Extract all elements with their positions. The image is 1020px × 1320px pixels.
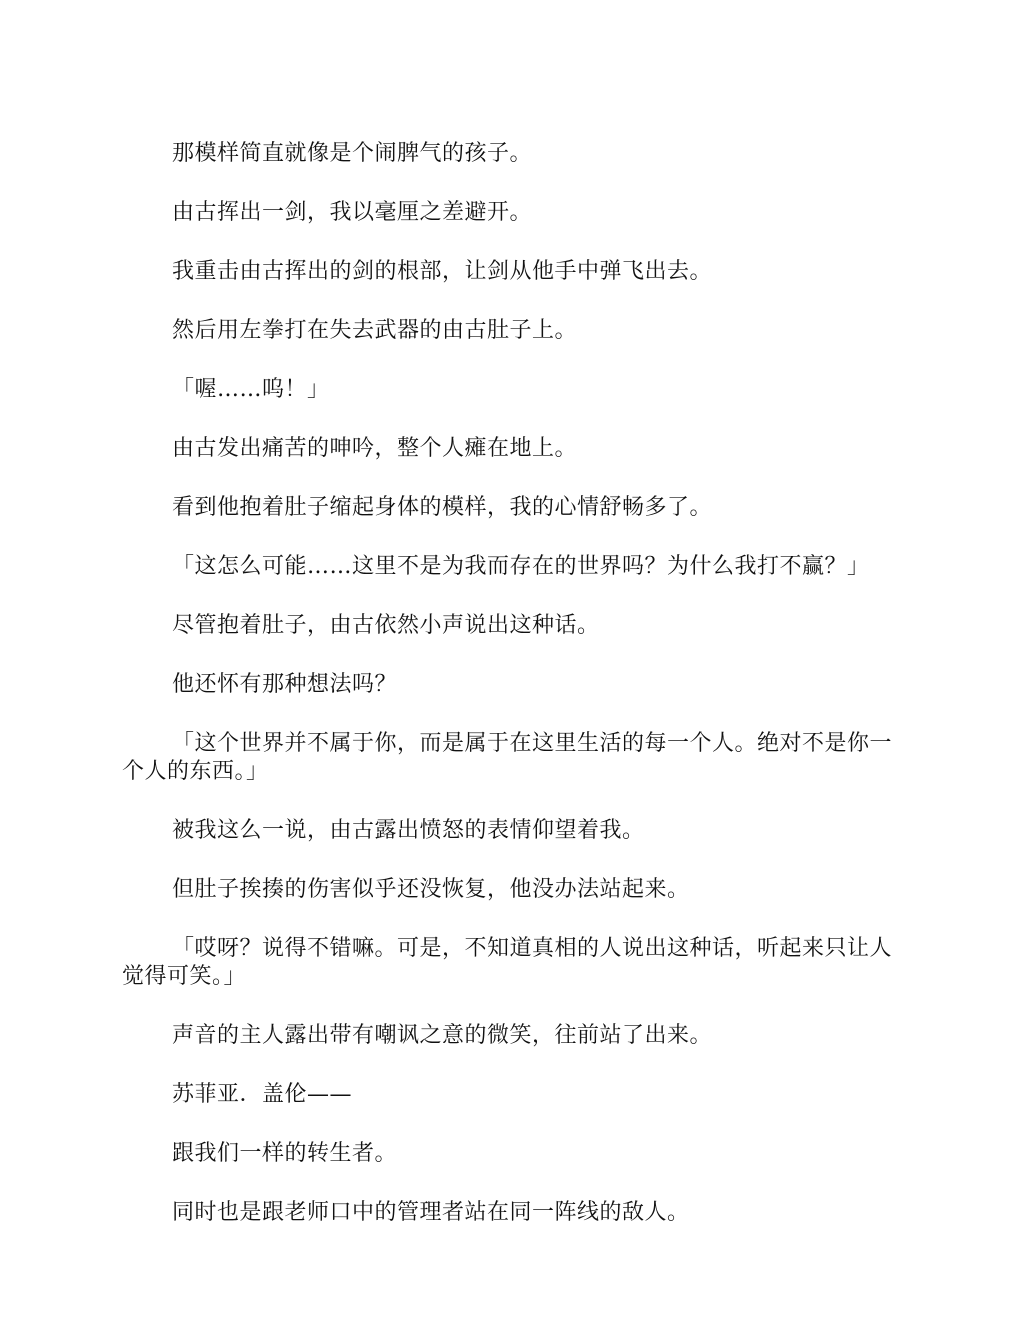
paragraph: 尽管抱着肚子，由古依然小声说出这种话。 [172, 613, 600, 638]
paragraph: 然后用左拳打在失去武器的由古肚子上。 [172, 318, 578, 343]
paragraph: 声音的主人露出带有嘲讽之意的微笑，往前站了出来。 [172, 1023, 713, 1048]
paragraph: 我重击由古挥出的剑的根部，让剑从他手中弹飞出去。 [172, 259, 713, 284]
paragraph: 由古发出痛苦的呻吟，整个人瘫在地上。 [172, 436, 578, 461]
dialogue-paragraph: 「哎呀？说得不错嘛。可是，不知道真相的人说出这种话，听起来只让人觉得可笑。」 [122, 936, 893, 989]
paragraph: 跟我们一样的转生者。 [172, 1141, 398, 1166]
paragraph: 苏菲亚．盖伦—— [172, 1082, 353, 1107]
dialogue-paragraph: 「这怎么可能……这里不是为我而存在的世界吗？为什么我打不赢？」 [172, 554, 870, 579]
paragraph: 看到他抱着肚子缩起身体的模样，我的心情舒畅多了。 [172, 495, 713, 520]
paragraph: 被我这么一说，由古露出愤怒的表情仰望着我。 [172, 818, 645, 843]
dialogue-paragraph: 「这个世界并不属于你，而是属于在这里生活的每一个人。绝对不是你一个人的东西。」 [122, 731, 893, 784]
paragraph: 由古挥出一剑，我以毫厘之差避开。 [172, 200, 533, 225]
paragraph: 同时也是跟老师口中的管理者站在同一阵线的敌人。 [172, 1200, 690, 1225]
paragraph: 他还怀有那种想法吗？ [172, 672, 398, 697]
body-text [122, 140, 898, 1258]
dialogue-paragraph: 「喔……呜！」 [172, 377, 330, 402]
paragraph: 那模样简直就像是个闹脾气的孩子。 [172, 141, 533, 166]
paragraph: 但肚子挨揍的伤害似乎还没恢复，他没办法站起来。 [172, 877, 690, 902]
